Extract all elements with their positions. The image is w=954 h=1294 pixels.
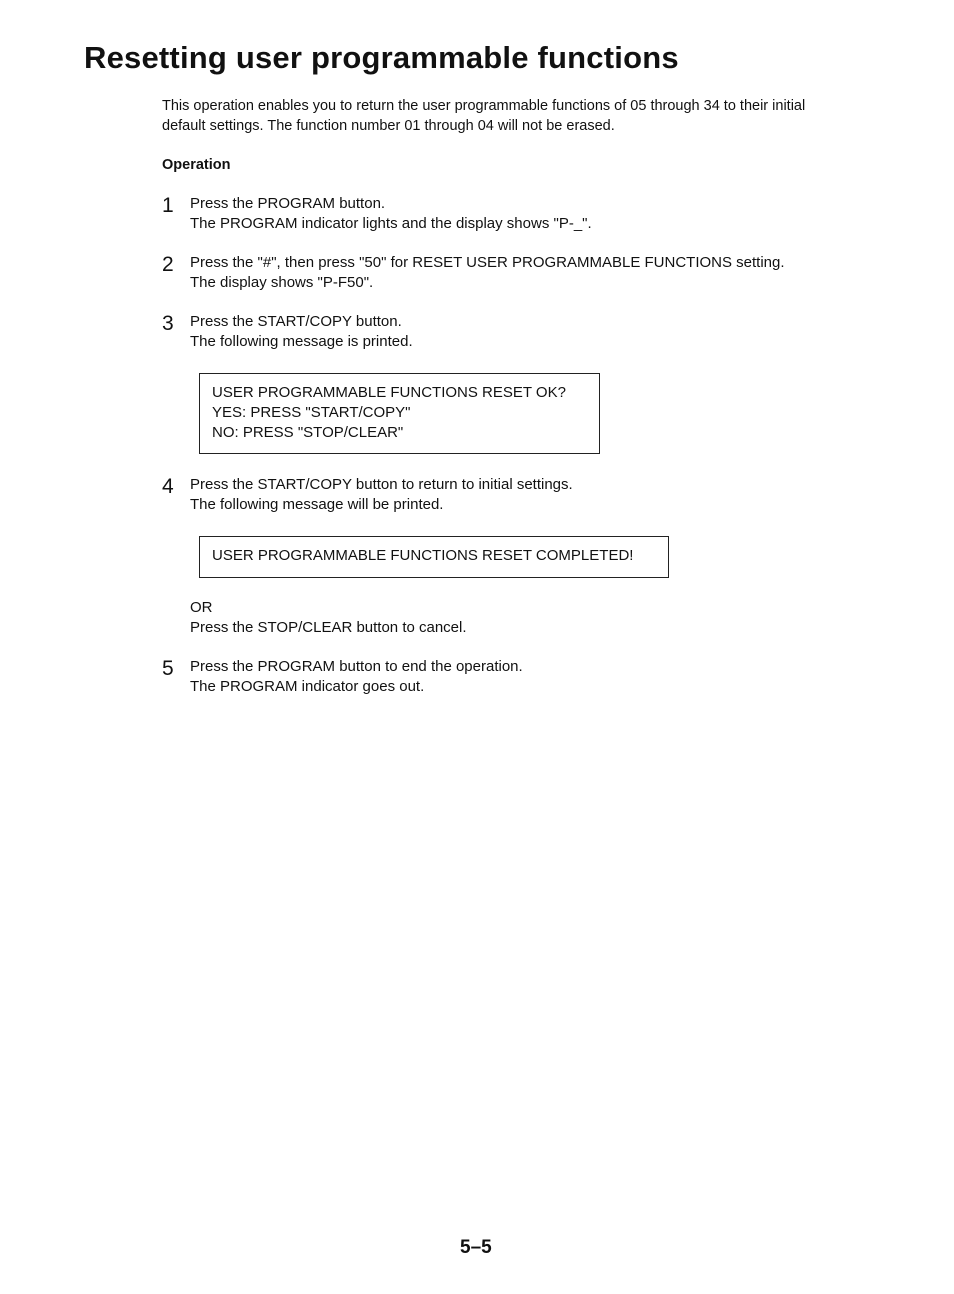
step-4-text [190,475,573,515]
step-line: The PROGRAM indicator lights and the display shows "P-_". [190,215,592,232]
step-line: The following message will be printed. [190,496,444,513]
step-line: Press the START/COPY button. [190,313,402,330]
operation-heading: Operation [162,157,231,173]
printed-message-reset-completed [199,536,669,578]
step-number: 3 [162,312,174,335]
message-line: USER PROGRAMMABLE FUNCTIONS RESET OK? [212,384,566,401]
step-line: Press the PROGRAM button to end the operation. [190,658,523,675]
message-line: YES: PRESS "START/COPY" [212,404,411,421]
step-line: The following message is printed. [190,333,413,350]
step-number: 4 [162,475,174,498]
step-1-text [190,194,592,234]
step-number: 2 [162,253,174,276]
page-number: 5–5 [460,1237,492,1258]
cancel-instruction: Press the STOP/CLEAR button to cancel. [190,619,467,636]
intro-paragraph [162,96,882,136]
step-line: Press the "#", then press "50" for RESET USER PROGRAMMABLE FUNCTIONS setting. [190,254,785,271]
step-3-text [190,312,413,352]
step-line: Press the PROGRAM button. [190,195,386,212]
intro-line: default settings. The function number 01 through 04 will not be erased. [162,118,615,134]
page-title: Resetting user programmable functions [84,40,679,75]
printed-message-reset-ok [199,373,600,454]
step-line: Press the START/COPY button to return to initial settings. [190,476,573,493]
step-line: The PROGRAM indicator goes out. [190,678,425,695]
message-line: USER PROGRAMMABLE FUNCTIONS RESET COMPLETED! [212,547,634,564]
message-line: NO: PRESS "STOP/CLEAR" [212,424,404,441]
step-number: 1 [162,194,174,217]
alternative-instruction [190,598,467,638]
step-line: The display shows "P-F50". [190,274,374,291]
or-label: OR [190,599,213,616]
step-5-text [190,657,523,697]
step-number: 5 [162,657,174,680]
step-2-text [190,253,785,293]
intro-line: This operation enables you to return the user programmable functions of 05 through 34 to their initial [162,98,806,114]
